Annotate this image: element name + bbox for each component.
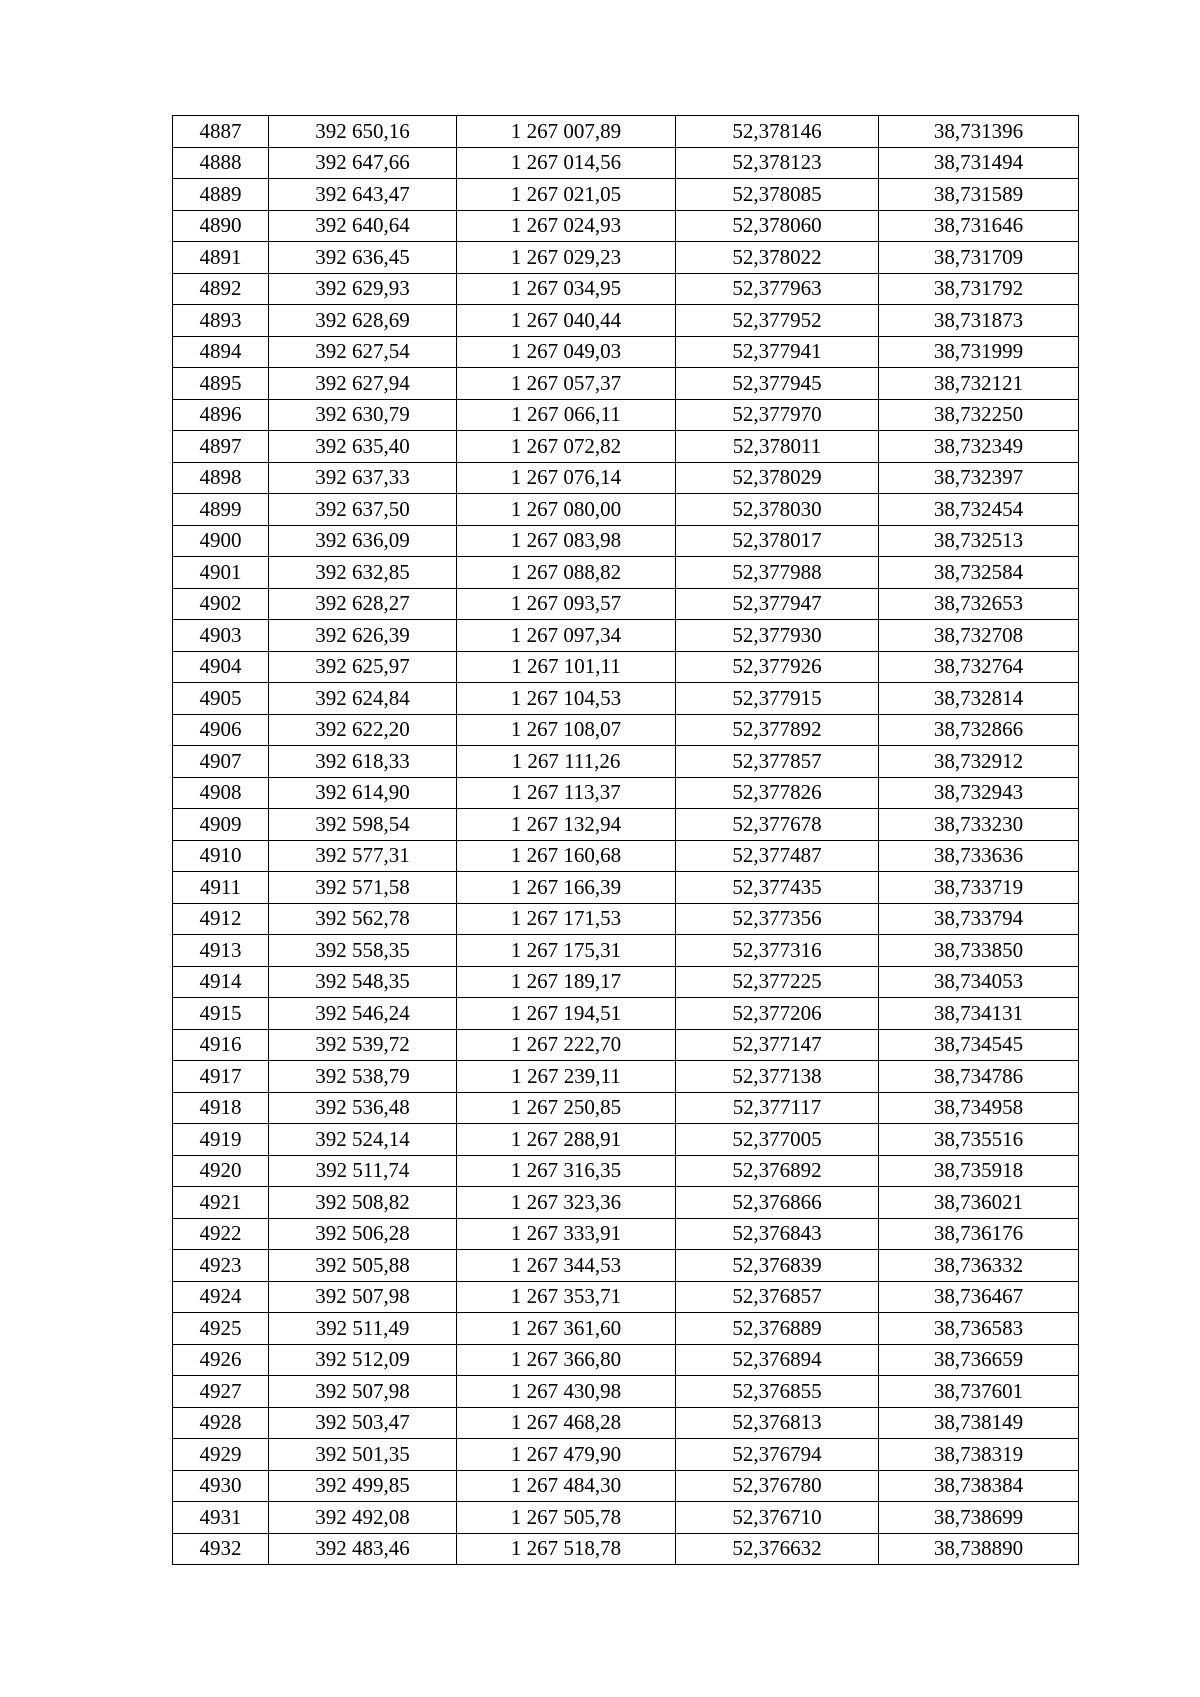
x-coordinate-cell: 392 635,40 — [269, 431, 457, 463]
x-coordinate-cell: 392 628,27 — [269, 588, 457, 620]
table-row — [173, 1092, 1079, 1124]
x-coordinate-cell: 392 598,54 — [269, 809, 457, 841]
table-row — [173, 1250, 1079, 1282]
longitude-cell: 38,734131 — [879, 998, 1079, 1030]
point-number-cell: 4904 — [173, 651, 269, 683]
point-number-cell: 4909 — [173, 809, 269, 841]
latitude-cell: 52,376889 — [676, 1313, 879, 1345]
longitude-cell: 38,731589 — [879, 179, 1079, 211]
table-row — [173, 1313, 1079, 1345]
x-coordinate-cell: 392 614,90 — [269, 777, 457, 809]
y-coordinate-cell: 1 267 160,68 — [457, 840, 676, 872]
x-coordinate-cell: 392 508,82 — [269, 1187, 457, 1219]
table-row — [173, 840, 1079, 872]
y-coordinate-cell: 1 267 080,00 — [457, 494, 676, 526]
longitude-cell: 38,737601 — [879, 1376, 1079, 1408]
x-coordinate-cell: 392 524,14 — [269, 1124, 457, 1156]
longitude-cell: 38,738384 — [879, 1470, 1079, 1502]
x-coordinate-cell: 392 483,46 — [269, 1533, 457, 1565]
x-coordinate-cell: 392 643,47 — [269, 179, 457, 211]
x-coordinate-cell: 392 548,35 — [269, 966, 457, 998]
y-coordinate-cell: 1 267 288,91 — [457, 1124, 676, 1156]
latitude-cell: 52,377941 — [676, 336, 879, 368]
latitude-cell: 52,378029 — [676, 462, 879, 494]
y-coordinate-cell: 1 267 222,70 — [457, 1029, 676, 1061]
y-coordinate-cell: 1 267 029,23 — [457, 242, 676, 274]
longitude-cell: 38,738699 — [879, 1502, 1079, 1534]
x-coordinate-cell: 392 505,88 — [269, 1250, 457, 1282]
table-row — [173, 210, 1079, 242]
point-number-cell: 4916 — [173, 1029, 269, 1061]
longitude-cell: 38,735918 — [879, 1155, 1079, 1187]
point-number-cell: 4922 — [173, 1218, 269, 1250]
point-number-cell: 4932 — [173, 1533, 269, 1565]
point-number-cell: 4918 — [173, 1092, 269, 1124]
longitude-cell: 38,731494 — [879, 147, 1079, 179]
longitude-cell: 38,731709 — [879, 242, 1079, 274]
y-coordinate-cell: 1 267 097,34 — [457, 620, 676, 652]
longitude-cell: 38,734786 — [879, 1061, 1079, 1093]
x-coordinate-cell: 392 558,35 — [269, 935, 457, 967]
point-number-cell: 4908 — [173, 777, 269, 809]
longitude-cell: 38,732454 — [879, 494, 1079, 526]
x-coordinate-cell: 392 630,79 — [269, 399, 457, 431]
x-coordinate-cell: 392 511,49 — [269, 1313, 457, 1345]
point-number-cell: 4925 — [173, 1313, 269, 1345]
x-coordinate-cell: 392 626,39 — [269, 620, 457, 652]
table-row — [173, 273, 1079, 305]
y-coordinate-cell: 1 267 430,98 — [457, 1376, 676, 1408]
y-coordinate-cell: 1 267 171,53 — [457, 903, 676, 935]
table-row — [173, 651, 1079, 683]
y-coordinate-cell: 1 267 024,93 — [457, 210, 676, 242]
table-row — [173, 1344, 1079, 1376]
longitude-cell: 38,732513 — [879, 525, 1079, 557]
latitude-cell: 52,378146 — [676, 116, 879, 148]
latitude-cell: 52,377947 — [676, 588, 879, 620]
latitude-cell: 52,376794 — [676, 1439, 879, 1471]
latitude-cell: 52,377435 — [676, 872, 879, 904]
y-coordinate-cell: 1 267 361,60 — [457, 1313, 676, 1345]
x-coordinate-cell: 392 632,85 — [269, 557, 457, 589]
longitude-cell: 38,731792 — [879, 273, 1079, 305]
longitude-cell: 38,732764 — [879, 651, 1079, 683]
y-coordinate-cell: 1 267 344,53 — [457, 1250, 676, 1282]
x-coordinate-cell: 392 624,84 — [269, 683, 457, 715]
y-coordinate-cell: 1 267 166,39 — [457, 872, 676, 904]
longitude-cell: 38,732397 — [879, 462, 1079, 494]
longitude-cell: 38,734053 — [879, 966, 1079, 998]
table-row — [173, 242, 1079, 274]
x-coordinate-cell: 392 546,24 — [269, 998, 457, 1030]
table-row — [173, 431, 1079, 463]
table-row — [173, 368, 1079, 400]
latitude-cell: 52,378085 — [676, 179, 879, 211]
table-row — [173, 336, 1079, 368]
x-coordinate-cell: 392 618,33 — [269, 746, 457, 778]
y-coordinate-cell: 1 267 468,28 — [457, 1407, 676, 1439]
point-number-cell: 4923 — [173, 1250, 269, 1282]
table-row — [173, 1218, 1079, 1250]
y-coordinate-cell: 1 267 088,82 — [457, 557, 676, 589]
longitude-cell: 38,733850 — [879, 935, 1079, 967]
point-number-cell: 4900 — [173, 525, 269, 557]
y-coordinate-cell: 1 267 083,98 — [457, 525, 676, 557]
y-coordinate-cell: 1 267 366,80 — [457, 1344, 676, 1376]
table-row — [173, 1187, 1079, 1219]
point-number-cell: 4927 — [173, 1376, 269, 1408]
longitude-cell: 38,738149 — [879, 1407, 1079, 1439]
point-number-cell: 4912 — [173, 903, 269, 935]
x-coordinate-cell: 392 647,66 — [269, 147, 457, 179]
longitude-cell: 38,733794 — [879, 903, 1079, 935]
table-row — [173, 809, 1079, 841]
x-coordinate-cell: 392 499,85 — [269, 1470, 457, 1502]
y-coordinate-cell: 1 267 034,95 — [457, 273, 676, 305]
y-coordinate-cell: 1 267 323,36 — [457, 1187, 676, 1219]
point-number-cell: 4910 — [173, 840, 269, 872]
table-row — [173, 1502, 1079, 1534]
y-coordinate-cell: 1 267 057,37 — [457, 368, 676, 400]
table-row — [173, 1376, 1079, 1408]
point-number-cell: 4926 — [173, 1344, 269, 1376]
longitude-cell: 38,732349 — [879, 431, 1079, 463]
longitude-cell: 38,732943 — [879, 777, 1079, 809]
point-number-cell: 4907 — [173, 746, 269, 778]
longitude-cell: 38,734545 — [879, 1029, 1079, 1061]
y-coordinate-cell: 1 267 104,53 — [457, 683, 676, 715]
y-coordinate-cell: 1 267 175,31 — [457, 935, 676, 967]
latitude-cell: 52,376813 — [676, 1407, 879, 1439]
table-row — [173, 462, 1079, 494]
point-number-cell: 4890 — [173, 210, 269, 242]
y-coordinate-cell: 1 267 066,11 — [457, 399, 676, 431]
table-row — [173, 872, 1079, 904]
latitude-cell: 52,378017 — [676, 525, 879, 557]
point-number-cell: 4889 — [173, 179, 269, 211]
x-coordinate-cell: 392 512,09 — [269, 1344, 457, 1376]
coordinates-table — [172, 115, 1079, 1565]
longitude-cell: 38,732250 — [879, 399, 1079, 431]
y-coordinate-cell: 1 267 049,03 — [457, 336, 676, 368]
x-coordinate-cell: 392 507,98 — [269, 1281, 457, 1313]
table-row — [173, 998, 1079, 1030]
table-row — [173, 1407, 1079, 1439]
x-coordinate-cell: 392 506,28 — [269, 1218, 457, 1250]
latitude-cell: 52,378123 — [676, 147, 879, 179]
longitude-cell: 38,732708 — [879, 620, 1079, 652]
latitude-cell: 52,376892 — [676, 1155, 879, 1187]
point-number-cell: 4898 — [173, 462, 269, 494]
point-number-cell: 4897 — [173, 431, 269, 463]
y-coordinate-cell: 1 267 484,30 — [457, 1470, 676, 1502]
point-number-cell: 4887 — [173, 116, 269, 148]
y-coordinate-cell: 1 267 111,26 — [457, 746, 676, 778]
table-row — [173, 1439, 1079, 1471]
point-number-cell: 4901 — [173, 557, 269, 589]
table-row — [173, 588, 1079, 620]
y-coordinate-cell: 1 267 250,85 — [457, 1092, 676, 1124]
latitude-cell: 52,377926 — [676, 651, 879, 683]
point-number-cell: 4893 — [173, 305, 269, 337]
point-number-cell: 4931 — [173, 1502, 269, 1534]
x-coordinate-cell: 392 539,72 — [269, 1029, 457, 1061]
table-row — [173, 903, 1079, 935]
longitude-cell: 38,732121 — [879, 368, 1079, 400]
point-number-cell: 4928 — [173, 1407, 269, 1439]
latitude-cell: 52,376855 — [676, 1376, 879, 1408]
point-number-cell: 4891 — [173, 242, 269, 274]
table-row — [173, 494, 1079, 526]
table-row — [173, 620, 1079, 652]
x-coordinate-cell: 392 628,69 — [269, 305, 457, 337]
latitude-cell: 52,378060 — [676, 210, 879, 242]
longitude-cell: 38,731873 — [879, 305, 1079, 337]
point-number-cell: 4906 — [173, 714, 269, 746]
point-number-cell: 4929 — [173, 1439, 269, 1471]
x-coordinate-cell: 392 627,54 — [269, 336, 457, 368]
latitude-cell: 52,376866 — [676, 1187, 879, 1219]
point-number-cell: 4921 — [173, 1187, 269, 1219]
longitude-cell: 38,735516 — [879, 1124, 1079, 1156]
latitude-cell: 52,376839 — [676, 1250, 879, 1282]
x-coordinate-cell: 392 577,31 — [269, 840, 457, 872]
x-coordinate-cell: 392 536,48 — [269, 1092, 457, 1124]
longitude-cell: 38,733636 — [879, 840, 1079, 872]
table-row — [173, 935, 1079, 967]
point-number-cell: 4911 — [173, 872, 269, 904]
longitude-cell: 38,734958 — [879, 1092, 1079, 1124]
point-number-cell: 4919 — [173, 1124, 269, 1156]
point-number-cell: 4920 — [173, 1155, 269, 1187]
latitude-cell: 52,377945 — [676, 368, 879, 400]
table-row — [173, 714, 1079, 746]
x-coordinate-cell: 392 650,16 — [269, 116, 457, 148]
point-number-cell: 4896 — [173, 399, 269, 431]
latitude-cell: 52,378011 — [676, 431, 879, 463]
longitude-cell: 38,732653 — [879, 588, 1079, 620]
longitude-cell: 38,733230 — [879, 809, 1079, 841]
latitude-cell: 52,376857 — [676, 1281, 879, 1313]
y-coordinate-cell: 1 267 333,91 — [457, 1218, 676, 1250]
table-row — [173, 683, 1079, 715]
latitude-cell: 52,377356 — [676, 903, 879, 935]
y-coordinate-cell: 1 267 076,14 — [457, 462, 676, 494]
table-row — [173, 1029, 1079, 1061]
table-row — [173, 746, 1079, 778]
point-number-cell: 4903 — [173, 620, 269, 652]
longitude-cell: 38,732912 — [879, 746, 1079, 778]
table-row — [173, 1470, 1079, 1502]
point-number-cell: 4915 — [173, 998, 269, 1030]
y-coordinate-cell: 1 267 021,05 — [457, 179, 676, 211]
point-number-cell: 4917 — [173, 1061, 269, 1093]
latitude-cell: 52,378030 — [676, 494, 879, 526]
longitude-cell: 38,736467 — [879, 1281, 1079, 1313]
table-row — [173, 1533, 1079, 1565]
y-coordinate-cell: 1 267 072,82 — [457, 431, 676, 463]
point-number-cell: 4924 — [173, 1281, 269, 1313]
y-coordinate-cell: 1 267 101,11 — [457, 651, 676, 683]
y-coordinate-cell: 1 267 189,17 — [457, 966, 676, 998]
x-coordinate-cell: 392 629,93 — [269, 273, 457, 305]
table-row — [173, 305, 1079, 337]
longitude-cell: 38,736583 — [879, 1313, 1079, 1345]
x-coordinate-cell: 392 511,74 — [269, 1155, 457, 1187]
longitude-cell: 38,738319 — [879, 1439, 1079, 1471]
point-number-cell: 4914 — [173, 966, 269, 998]
latitude-cell: 52,376894 — [676, 1344, 879, 1376]
point-number-cell: 4888 — [173, 147, 269, 179]
longitude-cell: 38,736659 — [879, 1344, 1079, 1376]
table-row — [173, 966, 1079, 998]
longitude-cell: 38,738890 — [879, 1533, 1079, 1565]
latitude-cell: 52,377970 — [676, 399, 879, 431]
y-coordinate-cell: 1 267 014,56 — [457, 147, 676, 179]
x-coordinate-cell: 392 503,47 — [269, 1407, 457, 1439]
table-row — [173, 1061, 1079, 1093]
latitude-cell: 52,377138 — [676, 1061, 879, 1093]
latitude-cell: 52,377988 — [676, 557, 879, 589]
latitude-cell: 52,377005 — [676, 1124, 879, 1156]
latitude-cell: 52,377225 — [676, 966, 879, 998]
longitude-cell: 38,736332 — [879, 1250, 1079, 1282]
point-number-cell: 4899 — [173, 494, 269, 526]
x-coordinate-cell: 392 636,09 — [269, 525, 457, 557]
latitude-cell: 52,377826 — [676, 777, 879, 809]
latitude-cell: 52,376632 — [676, 1533, 879, 1565]
x-coordinate-cell: 392 622,20 — [269, 714, 457, 746]
latitude-cell: 52,377206 — [676, 998, 879, 1030]
x-coordinate-cell: 392 501,35 — [269, 1439, 457, 1471]
y-coordinate-cell: 1 267 518,78 — [457, 1533, 676, 1565]
x-coordinate-cell: 392 640,64 — [269, 210, 457, 242]
latitude-cell: 52,377857 — [676, 746, 879, 778]
latitude-cell: 52,377487 — [676, 840, 879, 872]
table-row — [173, 1155, 1079, 1187]
latitude-cell: 52,377892 — [676, 714, 879, 746]
y-coordinate-cell: 1 267 316,35 — [457, 1155, 676, 1187]
point-number-cell: 4905 — [173, 683, 269, 715]
latitude-cell: 52,377930 — [676, 620, 879, 652]
table-row — [173, 147, 1079, 179]
y-coordinate-cell: 1 267 007,89 — [457, 116, 676, 148]
latitude-cell: 52,377147 — [676, 1029, 879, 1061]
y-coordinate-cell: 1 267 113,37 — [457, 777, 676, 809]
table-row — [173, 116, 1079, 148]
table-row — [173, 557, 1079, 589]
table-row — [173, 777, 1079, 809]
latitude-cell: 52,376843 — [676, 1218, 879, 1250]
table-row — [173, 525, 1079, 557]
longitude-cell: 38,736021 — [879, 1187, 1079, 1219]
x-coordinate-cell: 392 637,50 — [269, 494, 457, 526]
point-number-cell: 4895 — [173, 368, 269, 400]
y-coordinate-cell: 1 267 194,51 — [457, 998, 676, 1030]
x-coordinate-cell: 392 507,98 — [269, 1376, 457, 1408]
longitude-cell: 38,731396 — [879, 116, 1079, 148]
point-number-cell: 4892 — [173, 273, 269, 305]
latitude-cell: 52,377963 — [676, 273, 879, 305]
table-row — [173, 1124, 1079, 1156]
x-coordinate-cell: 392 562,78 — [269, 903, 457, 935]
point-number-cell: 4913 — [173, 935, 269, 967]
latitude-cell: 52,377915 — [676, 683, 879, 715]
latitude-cell: 52,377952 — [676, 305, 879, 337]
y-coordinate-cell: 1 267 479,90 — [457, 1439, 676, 1471]
y-coordinate-cell: 1 267 108,07 — [457, 714, 676, 746]
latitude-cell: 52,378022 — [676, 242, 879, 274]
point-number-cell: 4894 — [173, 336, 269, 368]
x-coordinate-cell: 392 627,94 — [269, 368, 457, 400]
longitude-cell: 38,731999 — [879, 336, 1079, 368]
point-number-cell: 4902 — [173, 588, 269, 620]
latitude-cell: 52,377316 — [676, 935, 879, 967]
latitude-cell: 52,377117 — [676, 1092, 879, 1124]
latitude-cell: 52,376780 — [676, 1470, 879, 1502]
y-coordinate-cell: 1 267 505,78 — [457, 1502, 676, 1534]
y-coordinate-cell: 1 267 040,44 — [457, 305, 676, 337]
latitude-cell: 52,376710 — [676, 1502, 879, 1534]
table-row — [173, 179, 1079, 211]
longitude-cell: 38,731646 — [879, 210, 1079, 242]
longitude-cell: 38,732584 — [879, 557, 1079, 589]
longitude-cell: 38,732814 — [879, 683, 1079, 715]
y-coordinate-cell: 1 267 132,94 — [457, 809, 676, 841]
y-coordinate-cell: 1 267 239,11 — [457, 1061, 676, 1093]
x-coordinate-cell: 392 637,33 — [269, 462, 457, 494]
x-coordinate-cell: 392 492,08 — [269, 1502, 457, 1534]
longitude-cell: 38,736176 — [879, 1218, 1079, 1250]
x-coordinate-cell: 392 625,97 — [269, 651, 457, 683]
table-row — [173, 399, 1079, 431]
latitude-cell: 52,377678 — [676, 809, 879, 841]
point-number-cell: 4930 — [173, 1470, 269, 1502]
x-coordinate-cell: 392 571,58 — [269, 872, 457, 904]
table-row — [173, 1281, 1079, 1313]
x-coordinate-cell: 392 538,79 — [269, 1061, 457, 1093]
longitude-cell: 38,733719 — [879, 872, 1079, 904]
longitude-cell: 38,732866 — [879, 714, 1079, 746]
coordinates-table-body — [173, 116, 1079, 1565]
y-coordinate-cell: 1 267 093,57 — [457, 588, 676, 620]
y-coordinate-cell: 1 267 353,71 — [457, 1281, 676, 1313]
x-coordinate-cell: 392 636,45 — [269, 242, 457, 274]
